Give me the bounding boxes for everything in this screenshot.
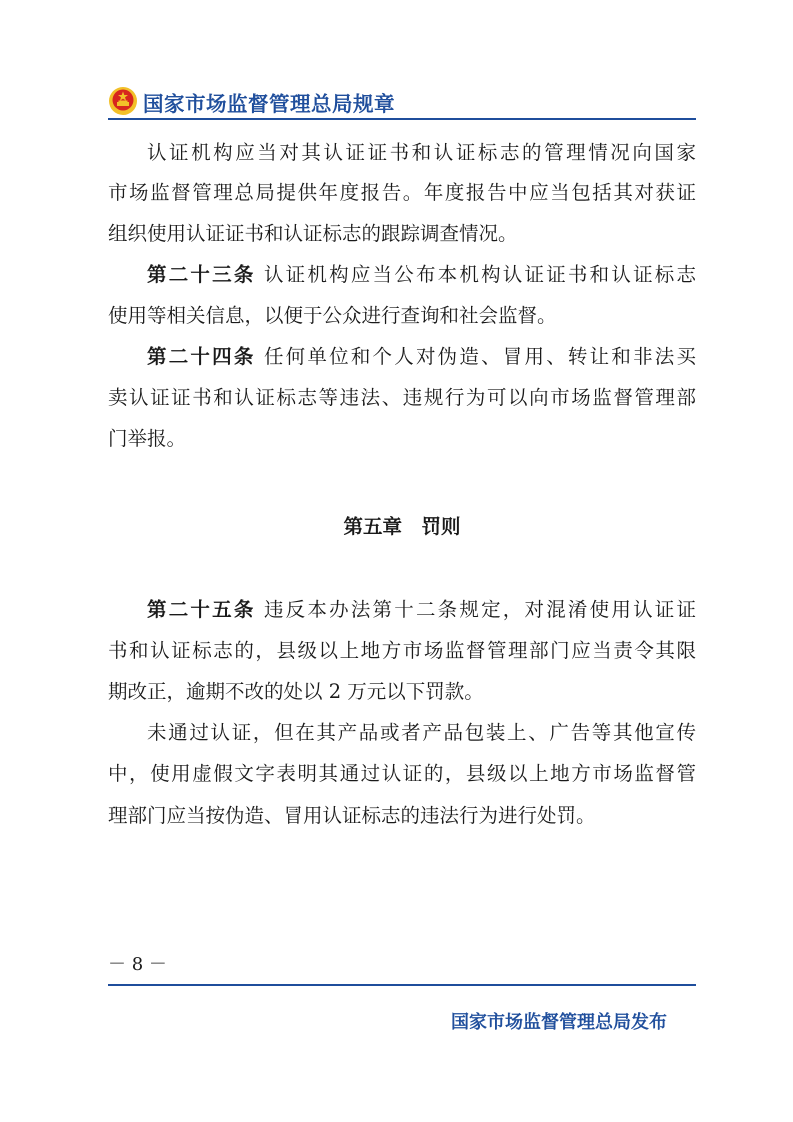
p4-line-1-text: 违反本办法第十二条规定，对混淆使用认证证 <box>255 598 696 621</box>
page-number: － 8 － <box>108 954 167 975</box>
header-divider <box>108 118 696 120</box>
p2-line-2: 使用等相关信息，以便于公众进行查询和社会监督。 <box>108 304 557 327</box>
article-24-heading: 第二十四条 <box>147 345 256 368</box>
article-23-heading: 第二十三条 <box>147 263 256 286</box>
p3-line-1 <box>108 345 696 369</box>
p1-line-1: 认证机构应当对其认证证书和认证标志的管理情况向国家 <box>147 141 696 164</box>
page-header <box>108 84 696 120</box>
article-25-heading: 第二十五条 <box>147 598 256 621</box>
p5-line-3: 理部门应当按伪造、冒用认证标志的违法行为进行处罚。 <box>108 804 596 827</box>
p4-line-2: 书和认证标志的，县级以上地方市场监督管理部门应当责令其限 <box>108 639 696 662</box>
p4-line-1 <box>108 598 696 622</box>
national-emblem-icon <box>108 86 138 116</box>
p3-line-2: 卖认证证书和认证标志等违法、违规行为可以向市场监督管理部 <box>108 386 696 409</box>
p1-line-3: 组织使用认证证书和认证标志的跟踪调查情况。 <box>108 222 518 245</box>
p4-line-3: 期改正，逾期不改的处以 2 万元以下罚款。 <box>108 680 484 703</box>
p2-line-1-text: 认证机构应当公布本机构认证证书和认证标志 <box>255 263 696 286</box>
p5-line-2: 中，使用虚假文字表明其通过认证的，县级以上地方市场监督管 <box>108 762 696 785</box>
header-title: 国家市场监督管理总局规章 <box>143 92 395 116</box>
p5-line-1: 未通过认证，但在其产品或者产品包装上、广告等其他宣传 <box>147 721 696 744</box>
footer-publisher: 国家市场监督管理总局发布 <box>451 1012 667 1033</box>
p3-line-3: 门举报。 <box>108 427 187 450</box>
p1-line-2: 市场监督管理总局提供年度报告。年度报告中应当包括其对获证 <box>108 181 696 204</box>
footer-divider <box>108 984 696 986</box>
p3-line-1-text: 任何单位和个人对伪造、冒用、转让和非法买 <box>255 345 696 368</box>
p2-line-1 <box>108 263 696 287</box>
chapter-heading: 第五章 罚则 <box>343 515 461 538</box>
